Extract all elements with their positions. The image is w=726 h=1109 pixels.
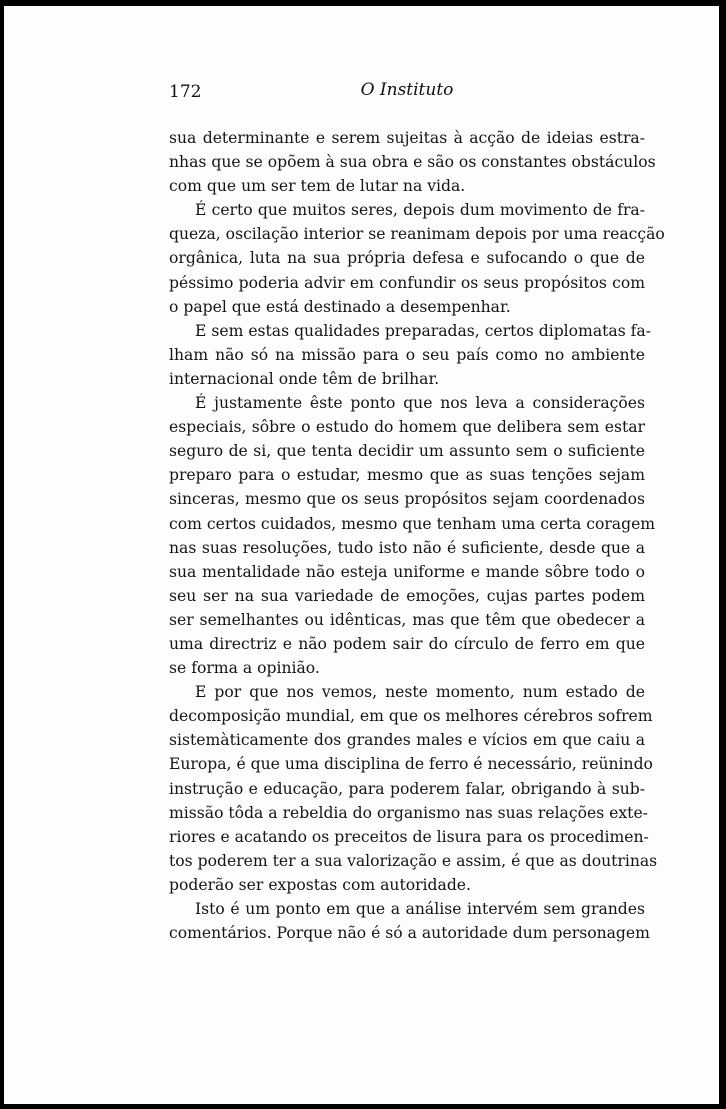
text-line: sistemàticamente dos grandes males e vícios em que caiu a — [169, 731, 645, 750]
text-line: o papel que está destinado a desempenhar. — [169, 297, 511, 316]
body-text — [169, 126, 665, 945]
page-header — [169, 80, 645, 106]
text-line: com que um ser tem de lutar na vida. — [169, 177, 466, 196]
text-line: se forma a opinião. — [169, 659, 320, 678]
text-line: seguro de si, que tenta decidir um assunto sem o suficiente — [169, 442, 645, 461]
text-line: ser semelhantes ou idênticas, mas que têm que obedecer a — [169, 610, 645, 629]
text-line: missão tôda a rebeldia do organismo nas suas relações exte- — [169, 803, 648, 822]
paragraph-start-line: Isto é um ponto em que a análise intervém sem grandes — [195, 900, 645, 918]
text-line: comentários. Porque não é só a autoridade dum personagem — [169, 924, 650, 943]
text-line: especiais, sôbre o estudo do homem que delibera sem estar — [169, 418, 645, 437]
text-line: sua determinante e serem sujeitas à acção de ideias estra- — [169, 129, 645, 147]
text-line: poderão ser expostas com autoridade. — [169, 875, 471, 894]
text-line: com certos cuidados, mesmo que tenham uma certa coragem — [169, 514, 656, 533]
paragraph-start-line: É justamente êste ponto que nos leva a considerações — [195, 394, 645, 413]
page-number: 172 — [169, 82, 202, 102]
text-line: péssimo poderia advir em confundir os seus propósitos com — [169, 273, 645, 292]
text-line: instrução e educação, para poderem falar, obrigando à sub- — [169, 779, 645, 798]
text-line: riores e acatando os preceitos de lisura para os procedimen- — [169, 827, 649, 846]
text-line: orgânica, luta na sua própria defesa e sufocando o que de — [169, 249, 645, 268]
text-line: seu ser na sua variedade de emoções, cujas partes podem — [169, 586, 645, 605]
paragraph-start-line: É certo que muitos seres, depois dum movimento de fra- — [195, 201, 645, 220]
running-title: O Instituto — [360, 80, 454, 100]
text-line: nas suas resoluções, tudo isto não é suficiente, desde que a — [169, 538, 645, 557]
text-line: queza, oscilação interior se reanimam depois por uma reacção — [169, 225, 665, 244]
text-line: preparo para o estudar, mesmo que as suas tenções sejam — [169, 466, 645, 485]
paragraph-start-line: E por que nos vemos, neste momento, num estado de — [195, 683, 645, 702]
text-line: internacional onde têm de brilhar. — [169, 369, 440, 388]
text-line: decomposição mundial, em que os melhores cérebros sofrem — [169, 707, 653, 726]
text-line: Europa, é que uma disciplina de ferro é necessário, reünindo — [169, 755, 653, 774]
text-line: uma directriz e não podem sair do círculo de ferro em que — [169, 634, 645, 653]
text-line: nhas que se opõem à sua obra e são os constantes obstáculos — [169, 153, 656, 172]
paragraph-start-line: E sem estas qualidades preparadas, certos diplomatas fa- — [195, 321, 652, 340]
text-line: sinceras, mesmo que os seus propósitos sejam coordenados — [169, 490, 645, 509]
text-line: tos poderem ter a sua valorização e assim, é que as doutrinas — [169, 851, 658, 870]
text-line: sua mentalidade não esteja uniforme e mande sôbre todo o — [169, 562, 645, 581]
text-line: lham não só na missão para o seu país como no ambiente — [169, 345, 645, 364]
